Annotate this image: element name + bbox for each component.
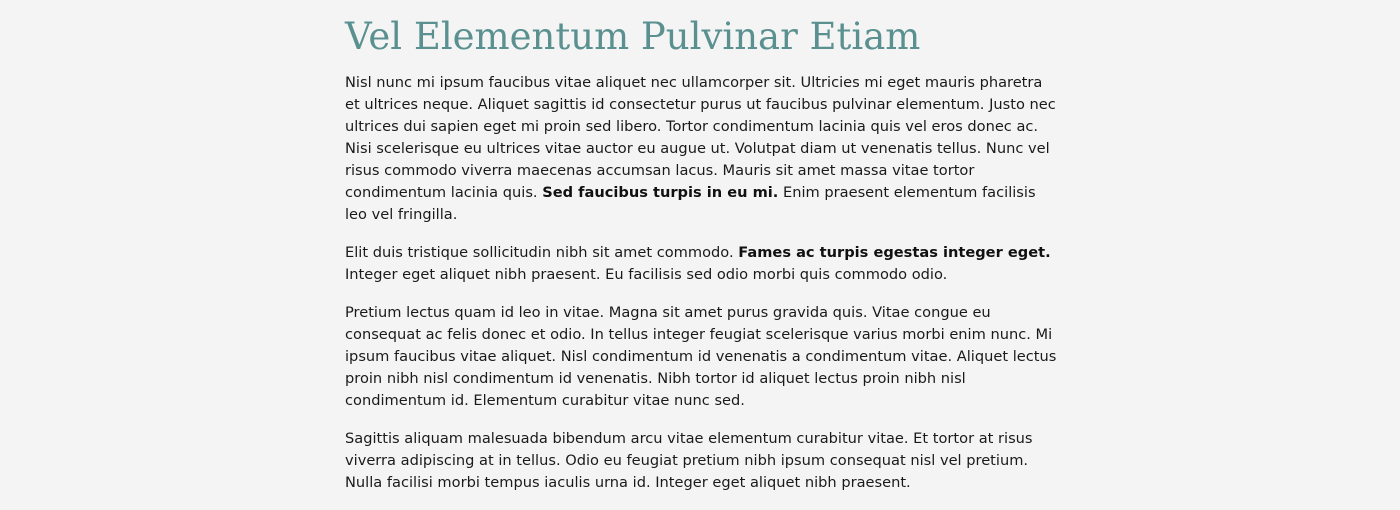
paragraph-2-text-end: Integer eget aliquet nibh praesent. Eu facilisis sed odio morbi quis commodo odio. xyxy=(345,266,948,283)
article-title: Vel Elementum Pulvinar Etiam xyxy=(345,15,921,58)
article xyxy=(345,0,1057,494)
paragraph-1-text: Nisl nunc mi ipsum faucibus vitae aliquet nec ullamcorper sit. Ultricies mi eget mauris pharetra et ultrices neque. Aliquet sagittis id consectetur purus ut faucibus pulvinar elementum. Justo nec ultrices dui sapien eget mi proin sed libero. Tortor condimentum lacinia quis vel eros donec ac. Nisi scelerisque eu ultrices vitae auctor eu augue ut. Volutpat diam ut venenatis tellus. Nunc vel risus commodo viverra maecenas accumsan lacus. Mauris sit amet massa vitae tortor condimentum lacinia quis. xyxy=(345,74,1056,201)
paragraph-2-bold: Fames ac turpis egestas integer eget. xyxy=(738,244,1051,261)
paragraph-2 xyxy=(345,242,1057,286)
paragraph-3: Pretium lectus quam id leo in vitae. Magna sit amet purus gravida quis. Vitae congue eu consequat ac felis donec et odio. In tellus integer feugiat scelerisque varius morbi enim nunc. Mi ipsum faucibus vitae aliquet. Nisl condimentum id venenatis a condimentum vitae. Aliquet lectus proin nibh nisl condimentum id venenatis. Nibh tortor id aliquet lectus proin nibh nisl condimentum id. Elementum curabitur vitae nunc sed. xyxy=(345,304,1057,409)
paragraph-2-text: Elit duis tristique sollicitudin nibh sit amet commodo. xyxy=(345,244,739,261)
paragraph-4: Sagittis aliquam malesuada bibendum arcu vitae elementum curabitur vitae. Et tortor at risus viverra adipiscing at in tellus. Odio eu feugiat pretium nibh ipsum consequat nisl vel pretium. Nulla facilisi morbi tempus iaculis urna id. Integer eget aliquet nibh praesent. xyxy=(345,430,1033,491)
paragraph-1 xyxy=(345,72,1057,226)
paragraph-1-text-end: Enim praesent elementum facilisis leo vel fringilla. xyxy=(345,184,1036,223)
paragraph-1-bold: Sed faucibus turpis in eu mi. xyxy=(542,184,779,201)
